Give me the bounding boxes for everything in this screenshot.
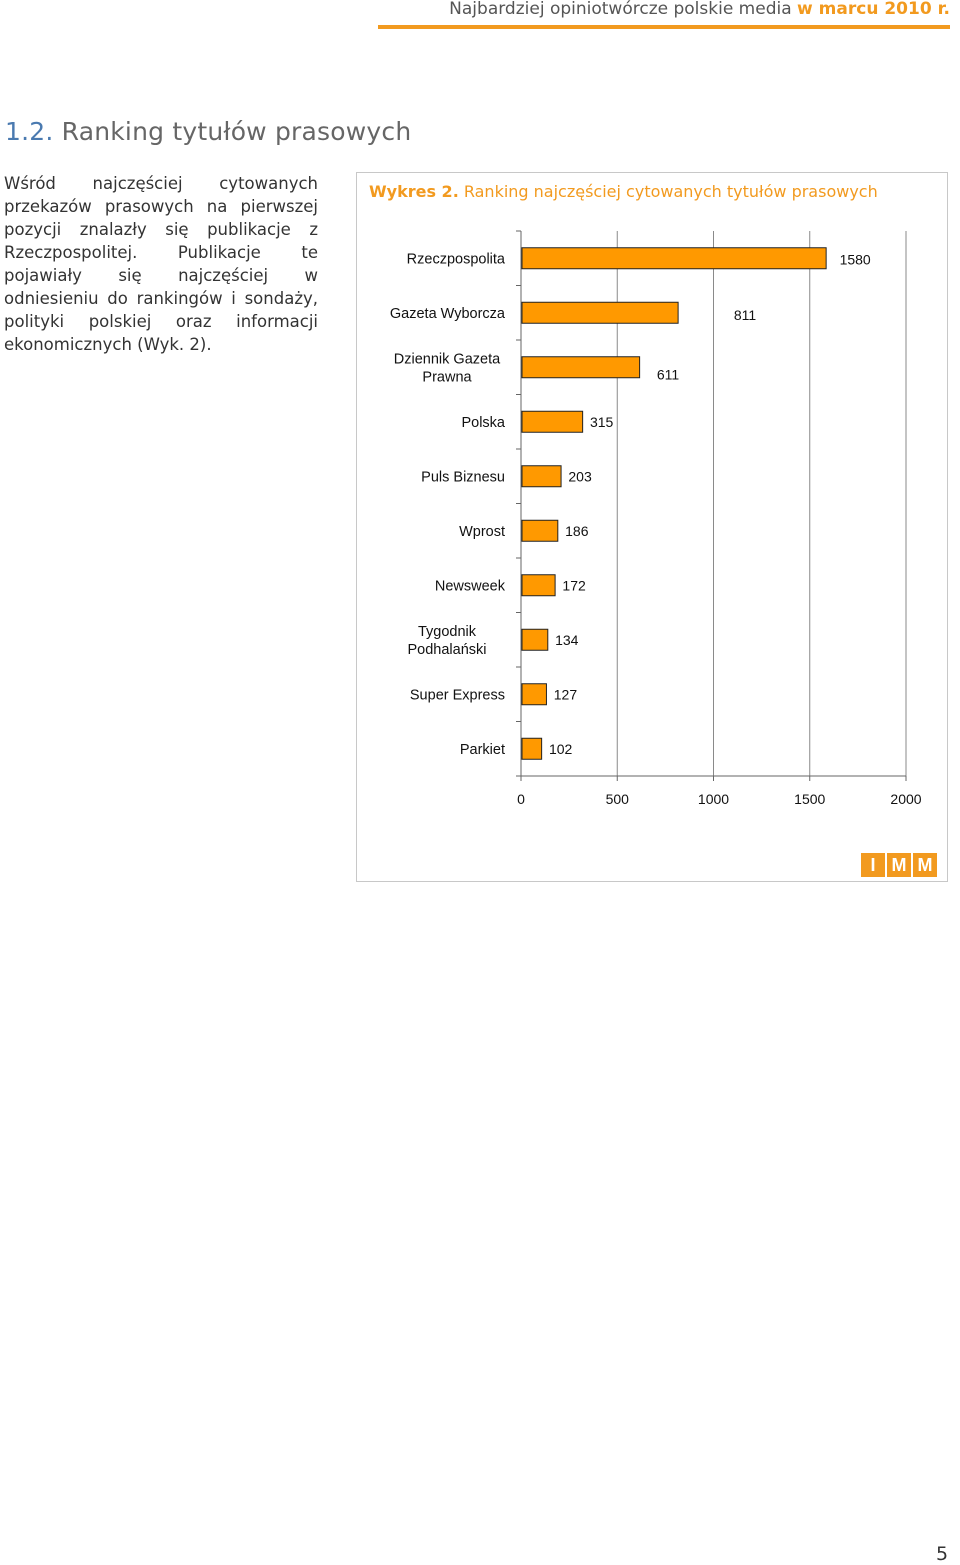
category-label: Prawna xyxy=(422,369,472,386)
bar xyxy=(522,575,555,596)
x-tick-label: 1000 xyxy=(697,791,730,807)
header-text: Najbardziej opiniotwórcze polskie media xyxy=(449,0,792,19)
bar xyxy=(522,411,583,432)
bar xyxy=(522,629,548,650)
chart-title-text: Ranking najczęściej cytowanych tytułów prasowych xyxy=(463,182,878,201)
value-label: 186 xyxy=(565,522,589,539)
value-label: 611 xyxy=(656,366,680,383)
section-number: 1.2. xyxy=(5,117,54,146)
bar xyxy=(522,520,558,541)
value-label: 127 xyxy=(553,686,578,703)
category-label: Parkiet xyxy=(459,741,505,758)
chart-title-prefix: Wykres 2. xyxy=(369,182,459,201)
value-label: 1580 xyxy=(839,251,871,268)
category-label: Newsweek xyxy=(434,578,505,595)
bar xyxy=(522,738,542,759)
category-label: Super Express xyxy=(409,687,505,704)
x-tick-label: 1500 xyxy=(794,791,826,807)
imm-logo xyxy=(861,853,937,877)
value-label: 811 xyxy=(733,306,757,323)
value-label: 203 xyxy=(568,468,592,485)
bar xyxy=(522,684,546,705)
x-tick-label: 500 xyxy=(605,791,629,807)
bar xyxy=(522,248,826,269)
category-label: Wprost xyxy=(459,523,505,540)
value-label: 315 xyxy=(589,413,614,430)
section-title-text: Ranking tytułów prasowych xyxy=(61,117,412,146)
category-label: Polska xyxy=(461,414,505,431)
category-label: Podhalański xyxy=(407,641,487,658)
value-label: 102 xyxy=(548,740,573,757)
category-label: Puls Biznesu xyxy=(421,469,505,486)
category-label: Tygodnik xyxy=(417,623,477,640)
bar xyxy=(522,302,678,323)
bar xyxy=(522,466,561,487)
category-label: Dziennik Gazeta xyxy=(393,351,501,368)
x-tick-label: 2000 xyxy=(890,791,922,807)
logo-letter-m1: M xyxy=(887,853,911,877)
value-label: 172 xyxy=(562,577,586,594)
header-accent: w marcu 2010 r. xyxy=(797,0,950,19)
logo-letter-i: I xyxy=(861,853,885,877)
logo-letter-m2: M xyxy=(913,853,937,877)
intro-paragraph: Wśród najczęściej cytowanych przekazów prasowych na pierwszej pozycji znalazły się publikacje z Rzeczpospolitej. Publikacje te pojawiały się najczęściej w odniesieniu do rankingów i sondaży, polityki polskiej oraz informacji ekonomicznych (Wyk. 2). xyxy=(4,174,318,354)
page-number: 5 xyxy=(936,1543,949,1565)
category-label: Gazeta Wyborcza xyxy=(389,305,505,322)
x-tick-label: 0 xyxy=(517,791,525,807)
category-label: Rzeczpospolita xyxy=(406,251,505,268)
bar xyxy=(522,357,640,378)
value-label: 134 xyxy=(555,631,579,648)
